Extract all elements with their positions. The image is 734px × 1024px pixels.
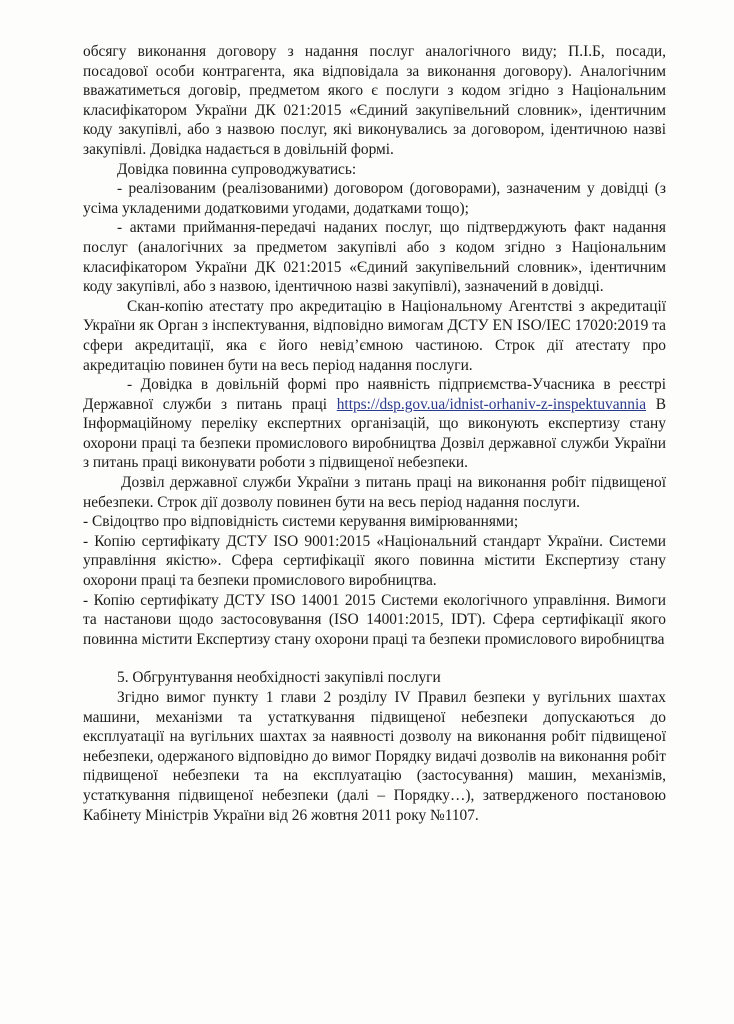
list-item-measurement: - Свідоцтво про відповідність системи керування вимірюваннями; (83, 513, 519, 531)
paragraph-contract-volume: обсягу виконання договору з надання послуг аналогічного виду; П.І.Б, посади, посадової особи контрагента, яка відповідала за виконання договору). Аналогічним вважатиметься договір, предметом якого є послуги з кодом згідно з Національним класифікатором України ДК 021:2015 «Єдиний закупівельний словник», ідентичним коду закупівлі, або з назвою послуг, які виконувались за договором, ідентичною назві закупівлі. Довідка надається в довільній формі. (83, 43, 666, 158)
registry-link[interactable]: https://dsp.gov.ua/idnist-orhaniv-z-inspektuvannia (336, 395, 647, 413)
list-item-iso9001: - Копію сертифікату ДСТУ ISO 9001:2015 «Національний стандарт України. Системи управління якістю». Сфера сертифікації якого повинна містити Експертизу стану охорони праці та безпеки промислового виробництва. (83, 532, 666, 590)
section-5-text: Згідно вимог пункту 1 глави 2 розділу IV Правил безпеки у вугільних шахтах машини, механізми та устаткування підвищеної небезпеки допускаються до експлуатації на вугільних шахтах за наявності дозволу на виконання робіт підвищеної небезпеки, одержаного відповідно до вимог Порядку видачі дозволів на виконання робіт підвищеної небезпеки та на експлуатацію (застосування) машин, механізмів, устаткування підвищеної небезпеки (далі – Порядку…), затвердженого постановою Кабінету Міністрів України від 26 жовтня 2011 року №1107. (83, 689, 666, 824)
paragraph-permit: Дозвіл державної служби України з питань праці на виконання робіт підвищеної небезпеки. Строк дії дозволу повинен бути на весь період надання послуги. (83, 474, 666, 511)
list-item-contracts: - реалізованим (реалізованими) договором (договорами), зазначеним у довідці (з усіма укладеними додатковими угодами, додатками тощо); (83, 180, 666, 217)
paragraph-accompaniment: Довідка повинна супроводжуватись: (117, 160, 357, 178)
paragraph-accreditation: Скан-копію атестату про акредитацію в Національному Агентстві з акредитації України як Орган з інспектування, відповідно вимогам ДСТУ EN ISO/IEC 17020:2019 та сфери акредитації, яка є його невід’ємною частиною. Строк дії атестату про акредитацію повинен бути на весь період надання послуги. (83, 297, 666, 374)
registry-text-end: В Інформаційному переліку експертних організацій, що виконують експертизу стану охорони праці та безпеки промислового виробництва Дозвіл державної служби України з питань праці виконувати роботи з підвищеної небезпеки. (83, 395, 666, 472)
section-5-heading: 5. Обгрунтування необхідності закупівлі послуги (117, 669, 441, 687)
list-item-acts: - актами приймання-передачі наданих послуг, що підтверджують факт надання послуг (аналогічних за предметом закупівлі або з кодом згідно з Національним класифікатором України ДК 021:2015 «Єдиний закупівельний словник», ідентичним коду закупівлі, або з назвою, ідентичною назві закупівлі), зазначений в довідці. (83, 219, 666, 296)
paragraph-registry (83, 375, 666, 473)
section-gap (83, 649, 666, 668)
registry-text-start: - Довідка в довільній формі про наявність підприємства-Учасника в реєстрі Державної служби з питань праці (83, 376, 666, 413)
list-item-iso14001: - Копію сертифікату ДСТУ ISO 14001 2015 Системи екологічного управління. Вимоги та настанови щодо застосовування (ISO 14001:2015, IDT). Сфера сертифікації якого повинна містити Експертизу стану охорони праці та безпеки промислового виробництва (83, 591, 666, 648)
